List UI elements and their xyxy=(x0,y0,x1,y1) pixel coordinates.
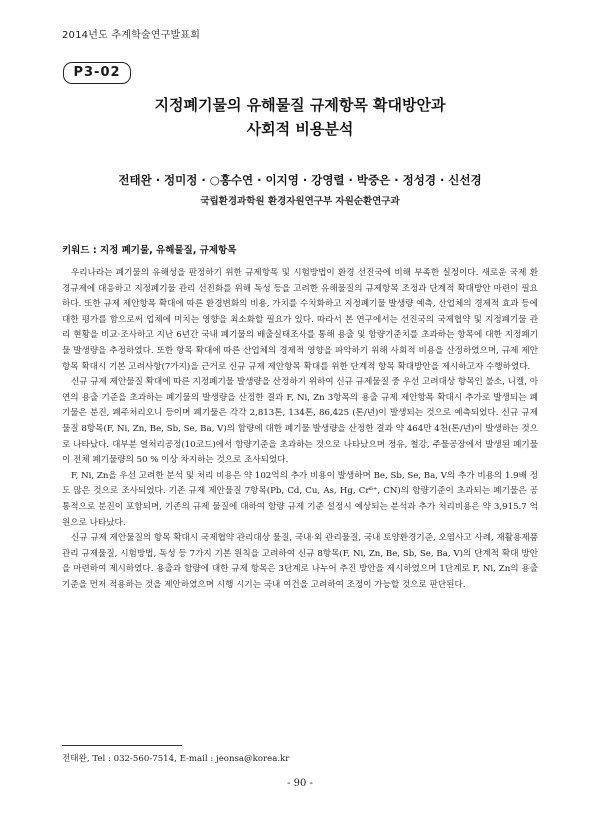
author-list: 전태완 · 정미정 · ○홍수연 · 이지영 · 강영렬 · 박중은 · 정성경 · 신선경 xyxy=(118,173,482,187)
paragraph-4: 신규 규제 제안물질의 항목 확대시 국제협약 관리대상 물질, 국내·외 관리물질, 국내 토양환경기준, 오염사고 사례, 재활용제품 관리 규제물질, 시험방법, 독성 등 7가지 기본 원칙을 고려하여 신규 8항목(F, Ni, Zn, Be, Sb, Se, Ba, V)의 단계적 확대 방안을 마련하여 제시하였다. 용출과 함량에 대한 규제 항목은 3단계로 나누어 추진 방안을 제시하였으며 1단계로 F, Ni, Zn의 용출 기준을 먼저 적용하는 것을 제안하였으며 시행 시기는 국내 여건을 고려하여 조정이 가능할 것으로 판단된다. xyxy=(62,533,538,590)
keywords: 키워드 : 지정 폐기물, 유해물질, 규제항목 xyxy=(62,245,237,256)
paper-title-line1: 지정폐기물의 유해물질 규제항목 확대방안과 xyxy=(154,96,446,114)
paper-title-line2: 사회적 비용분석 xyxy=(246,120,354,138)
paragraph-3: F, Ni, Zn을 우선 고려한 분석 및 처리 비용은 약 102억의 추가 비용이 발생하며 Be, Sb, Se, Ba, V의 추가 비용의 1.9배 정도 많은 것으로 조사되었다. 기존 규제 제안물질 7항목(Pb, Cd, Cu, As, Hg, Cr⁶⁺, CN)의 함량기준이 초과되는 폐기물은 공통적으로 분진이 포함되며, 기존의 규제 물질에 대하여 함량 규제 기준 설정시 예상되는 분석과 추가 처리비용은 약 3,915.7 억원으로 나타났다. xyxy=(62,470,538,528)
abstract-body xyxy=(62,266,538,593)
paragraph-2: 신규 규제 제안물질 확대에 따른 지정폐기물 발생량을 산정하기 위하여 신규 규제물질 중 우선 고려대상 항목인 불소, 니켈, 아연의 용출 기준을 초과하는 폐기물의 발생량을 산정한 결과 F, Ni, Zn 3항목의 용출 규제 제안항목 확대시 추가로 발생되는 폐기물은 분진, 폐주처리오니 등이며 폐기물은 각각 2,813톤, 134톤, 86,425 (톤/년)이 발생되는 것으로 예측되었다. 신규 규제물질 8항목(F, Ni, Zn, Be, Sb, Se, Ba, V)의 함량에 대한 폐기물 발생량을 산정한 결과 약 464만 4천(톤/년)이 발생하는 것으로 나타났다. 대부분 열처리공정(10코드)에서 함량기준을 초과하는 것으로 나타났으며 정유, 철강, 주물공장에서 발생된 폐기물이 전체 폐기물량의 50 % 이상 차지하는 것으로 조사되었다. xyxy=(62,377,538,466)
page-number: - 90 - xyxy=(287,778,313,789)
conference-header: 2014년도 추계학술연구발표회 xyxy=(62,30,201,41)
affiliation: 국립환경과학원 환경자원연구부 자원순환연구과 xyxy=(200,196,400,207)
paragraph-1: 우리나라는 폐기물의 유해성을 판정하기 위한 규제항목 및 시험방법이 환경 선진국에 비해 부족한 실정이다. 새로운 국제 환경규제에 대응하고 지정폐기물 관리 선진화를 위해 독성 등을 고려한 유해물질의 규제항목 조정과 단계적 확대방안 마련이 필요하다. 또한 규제 제안항목 확대에 따른 환경변화의 비용, 가치를 수치화하고 지정폐기물 발생량 예측, 산업체의 경제적 효과 등에 대한 평가를 함으로써 업체에 미치는 영향을 최소화할 필요가 있다. 따라서 본 연구에서는 선진국의 국제협약 및 지정폐기물 관리 현황을 비교·조사하고 지난 6년간 국내 폐기물의 배출실태조사를 통해 용출 및 함량기준치를 초과하는 항목에 대한 지정폐기물 발생량을 추정하였다. 또한 항목 확대에 따른 산업체의 경제적 영향을 파악하기 위해 사회적 비용을 산정하였으며, 규제 제안항목 확대시 기본 고려사항(7가지)을 근거로 신규 규제 제안항목 확대를 위한 단계적 항목 확대방안을 제시하고자 수행하였다. xyxy=(62,268,538,372)
paper-code-badge: P3-02 xyxy=(63,62,131,84)
footnote-contact: 전태완, Tel : 032-560-7514, E-mail : jeonsa@korea.kr xyxy=(62,754,290,764)
footnote-divider xyxy=(62,745,182,746)
